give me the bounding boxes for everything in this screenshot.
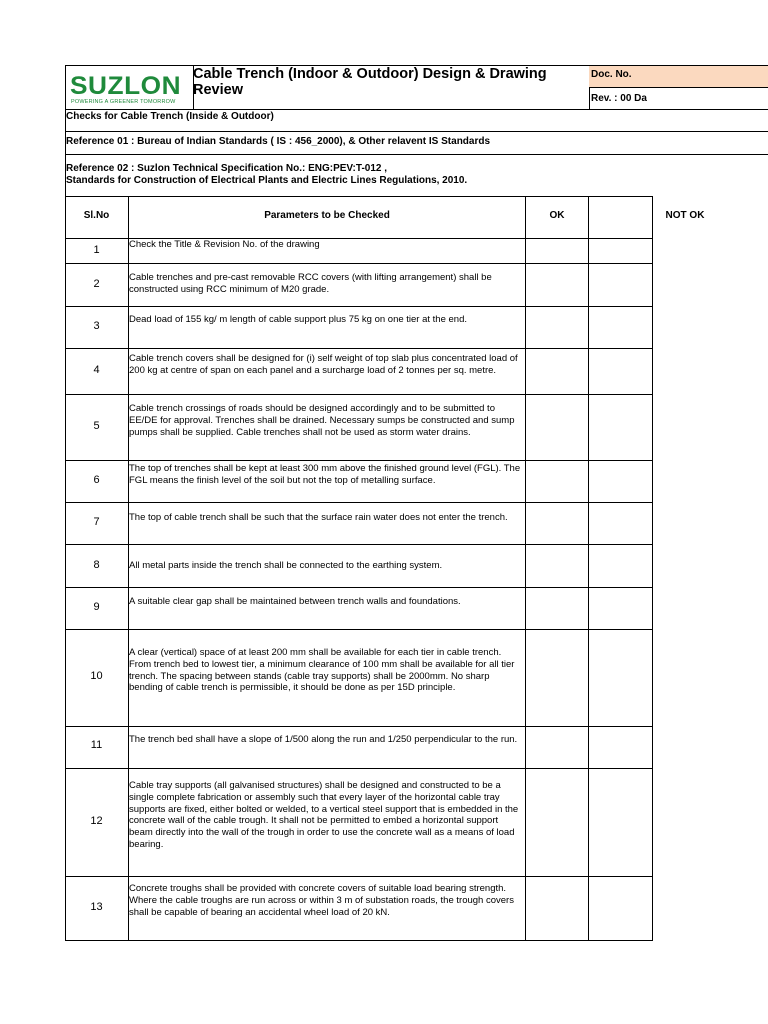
rule bbox=[65, 876, 653, 877]
header-not-ok: NOT OK bbox=[665, 210, 705, 221]
row-sl-11: 11 bbox=[90, 739, 103, 751]
reference-02-line1: Reference 02 : Suzlon Technical Specification No.: ENG:PEV:T-012 , bbox=[66, 163, 388, 174]
reference-01: Reference 01 : Bureau of Indian Standards ( IS : 456_2000), & Other relavent IS Standards bbox=[66, 136, 491, 147]
logo-tagline: POWERING A GREENER TOMORROW bbox=[71, 99, 176, 105]
rule bbox=[588, 196, 589, 941]
row-sl-12: 12 bbox=[90, 815, 103, 827]
rule bbox=[65, 587, 653, 588]
rule bbox=[65, 940, 653, 941]
row-sl-9: 9 bbox=[93, 601, 100, 613]
rule bbox=[65, 65, 66, 941]
row-text-6: The top of trenches shall be kept at least 300 mm above the finished ground level (FGL). The FGL means the finish level of the soil but not the top of metalling surface. bbox=[129, 463, 521, 486]
rule bbox=[65, 306, 653, 307]
row-sl-13: 13 bbox=[90, 901, 103, 913]
rule bbox=[589, 87, 768, 88]
row-sl-10: 10 bbox=[90, 670, 103, 682]
row-text-11: The trench bed shall have a slope of 1/500 along the run and 1/250 perpendicular to the run. bbox=[129, 734, 518, 745]
row-text-4: Cable trench covers shall be designed for (i) self weight of top slab plus concentrated load of 200 kg at centre of span on each panel and a surcharge load of 2 tonnes per sq. metre. bbox=[129, 353, 518, 376]
row-text-8: All metal parts inside the trench shall be connected to the earthing system. bbox=[129, 560, 443, 571]
row-text-1: Check the Title & Revision No. of the drawing bbox=[129, 239, 320, 250]
row-sl-2: 2 bbox=[93, 278, 100, 290]
suzlon-logo bbox=[65, 65, 193, 110]
document-title: Cable Trench (Indoor & Outdoor) Design & Drawing Review bbox=[193, 66, 547, 98]
row-sl-7: 7 bbox=[93, 516, 100, 528]
row-sl-4: 4 bbox=[93, 364, 100, 376]
rule bbox=[525, 196, 526, 941]
row-sl-8: 8 bbox=[93, 559, 100, 571]
rule bbox=[65, 131, 768, 132]
rule bbox=[65, 460, 653, 461]
rule bbox=[65, 726, 653, 727]
rule bbox=[652, 196, 653, 941]
rule bbox=[65, 196, 653, 197]
row-sl-3: 3 bbox=[93, 320, 100, 332]
revision-label: Rev. : 00 Da bbox=[591, 93, 647, 104]
rule bbox=[65, 629, 653, 630]
logo-brand: SUZLON bbox=[70, 72, 182, 100]
rule bbox=[65, 154, 768, 155]
reference-02-line2: Standards for Construction of Electrical Plants and Electric Lines Regulations, 2010. bbox=[66, 175, 468, 186]
doc-no-label: Doc. No. bbox=[591, 69, 632, 80]
rule bbox=[65, 348, 653, 349]
row-sl-6: 6 bbox=[93, 474, 100, 486]
rule bbox=[65, 768, 653, 769]
rule bbox=[65, 263, 653, 264]
header-sl-no: Sl.No bbox=[83, 210, 110, 221]
row-text-5: Cable trench crossings of roads should be designed accordingly and to be submitted to EE/DE for approval. Trenches shall be drained. Necessary sumps be constructed and sump pumps shall be supplied. Cable trenches shall not be used as storm water drains. bbox=[129, 403, 515, 438]
row-text-9: A suitable clear gap shall be maintained between trench walls and foundations. bbox=[129, 596, 461, 607]
row-text-10: A clear (vertical) space of at least 200 mm shall be available for each tier in cable trench. From trench bed to lowest tier, a minimum clearance of 100 mm shall be available for all tier trench. The spacing between stands (cable tray supports) shall be 2000mm. No sharp bending of cable trench is permissible, it should be done as per 15D principle. bbox=[129, 647, 515, 694]
row-text-12: Cable tray supports (all galvanised structures) shall be designed and constructed to be a single complete fabrication or assembly such that every layer of the horizontal cable tray supports are fixed, either bolted or welded, to a vertical steel support that is embedded in the concrete wall of the cable trough. It shall not be permitted to embed a horizontal support beam directly into the wall of the trough in order to use the concrete wall as a means of load bearing. bbox=[129, 780, 519, 850]
checks-title: Checks for Cable Trench (Inside & Outdoor) bbox=[66, 111, 274, 122]
row-sl-5: 5 bbox=[93, 420, 100, 432]
header-ok: OK bbox=[549, 210, 565, 221]
rule bbox=[65, 394, 653, 395]
row-text-2: Cable trenches and pre-cast removable RCC covers (with lifting arrangement) shall be constructed using RCC minimum of M20 grade. bbox=[129, 272, 492, 295]
row-text-3: Dead load of 155 kg/ m length of cable support plus 75 kg on one tier at the end. bbox=[129, 314, 468, 325]
rule bbox=[65, 502, 653, 503]
row-text-7: The top of cable trench shall be such that the surface rain water does not enter the trench. bbox=[129, 512, 508, 523]
header-parameters: Parameters to be Checked bbox=[264, 210, 390, 221]
row-text-13: Concrete troughs shall be provided with concrete covers of suitable load bearing strength. Where the cable troughs are run across or within 3 m of substation roads, the trough covers shall be capable of bearing an accidental wheel load of 20 kN. bbox=[129, 883, 514, 918]
rule bbox=[65, 544, 653, 545]
row-sl-1: 1 bbox=[93, 244, 100, 256]
